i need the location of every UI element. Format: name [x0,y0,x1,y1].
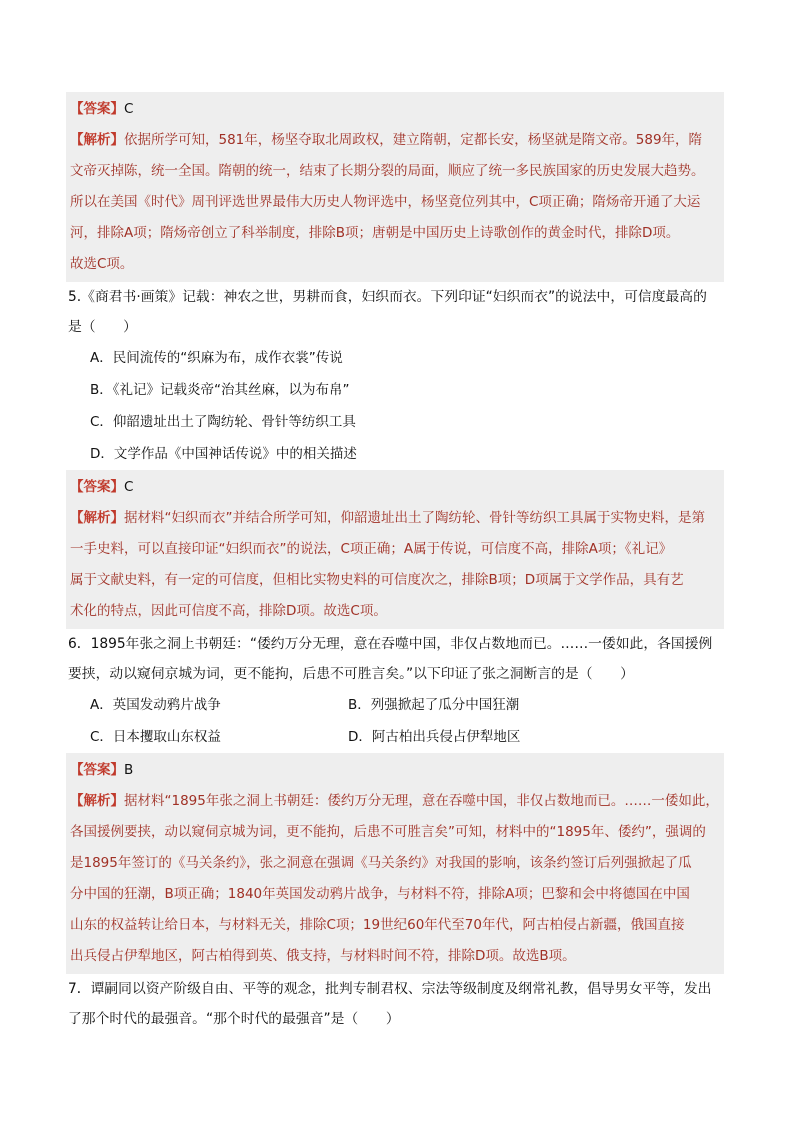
analysis-label: 【解析】 [70,793,124,809]
question-stem: 了那个时代的最强音。“那个时代的最强音”是（ ） [68,1011,400,1027]
analysis-text: 据材料“妇织而衣”并结合所学可知，仰韶遗址出土了陶纺轮、骨针等纺织工具属于实物史料，是第 [124,510,705,526]
analysis-text: 据材料“1895年张之洞上书朝廷：倭约万分无理，意在吞噬中国，非仅占数地而已。……一倭如此， [124,793,719,809]
option-row [66,689,724,721]
answer-block-q4 [66,92,724,282]
option-d: D．文学作品《中国神话传说》中的相关描述 [90,446,357,462]
analysis-text: 河，排除A项；隋炀帝创立了科举制度，排除B项；唐朝是中国历史上诗歌创作的黄金时代，排除D项。 [70,225,680,241]
answer-value: C [124,479,134,495]
answer-line [70,755,720,786]
document-content [66,92,724,1034]
analysis-line [70,125,720,156]
option-a: A．英国发动鸦片战争 [90,697,221,713]
answer-line [70,472,720,503]
answer-block-q5 [66,470,724,629]
question-5 [66,282,724,470]
answer-value: C [124,101,134,117]
answer-label: 【答案】 [70,101,124,117]
analysis-line [70,786,720,817]
analysis-text: 出兵侵占伊犁地区，阿古柏得到英、俄支持，与材料时间不符，排除D项。故选B项。 [70,948,576,964]
analysis-text: 故选C项。 [70,256,134,272]
answer-value: B [124,762,134,778]
question-stem: 6．1895年张之洞上书朝廷：“倭约万分无理，意在吞噬中国，非仅占数地而已。……一倭如此，各国援例 [68,636,713,652]
analysis-text: 一手史料，可以直接印证“妇织而衣”的说法，C项正确；A属于传说，可信度不高，排除A项；《礼记》 [70,541,673,557]
question-stem: 5.《商君书·画策》记载：神农之世，男耕而食，妇织而衣。下列印证“妇织而衣”的说法中，可信度最高的 [68,289,707,305]
answer-label: 【答案】 [70,762,124,778]
question-7 [66,974,724,1034]
answer-label: 【答案】 [70,479,124,495]
analysis-label: 【解析】 [70,510,124,526]
option-b: B．《礼记》记载炎帝“治其丝麻，以为布帛” [90,382,350,398]
analysis-text: 分中国的狂潮，B项正确；1840年英国发动鸦片战争，与材料不符，排除A项；巴黎和会中将德国在中国 [70,886,690,902]
analysis-text: 所以在美国《时代》周刊评选世界最伟大历史人物评选中，杨坚竟位列其中，C项正确；隋炀帝开通了大运 [70,194,701,210]
analysis-text: 是1895年签订的《马关条约》，张之洞意在强调《马关条约》对我国的影响，该条约签订后列强掀起了瓜 [70,855,692,871]
question-stem: 是（ ） [68,319,137,335]
analysis-text: 山东的权益转让给日本，与材料无关，排除C项；19世纪60年代至70年代，阿古柏侵占新疆，俄国直接 [70,917,685,933]
analysis-text: 文帝灭掉陈，统一全国。隋朝的统一，结束了长期分裂的局面，顺应了统一多民族国家的历史发展大趋势。 [70,163,705,179]
question-stem: 7．谭嗣同以资产阶级自由、平等的观念，批判专制君权、宗法等级制度及纲常礼教，倡导男女平等，发出 [68,981,712,997]
option-c: C．日本攫取山东权益 [90,729,221,745]
question-stem: 要挟，动以窥伺京城为词，更不能拘，后患不可胜言矣。”以下印证了张之洞断言的是（ ） [68,666,634,682]
analysis-text: 依据所学可知，581年，杨坚夺取北周政权，建立隋朝，定都长安，杨坚就是隋文帝。589年，隋 [124,132,703,148]
option-c: C．仰韶遗址出土了陶纺轮、骨针等纺织工具 [90,414,356,430]
option-row [66,721,724,753]
option-b: B．列强掀起了瓜分中国狂潮 [348,697,520,713]
option-d: D．阿古柏出兵侵占伊犁地区 [348,729,521,745]
analysis-line [70,503,720,534]
analysis-label: 【解析】 [70,132,124,148]
answer-line [70,94,720,125]
option-a: A．民间流传的“织麻为布，成作衣裳”传说 [90,350,343,366]
answer-block-q6 [66,753,724,974]
question-6 [66,629,724,753]
analysis-text: 术化的特点，因此可信度不高，排除D项。故选C项。 [70,603,387,619]
analysis-text: 各国援例要挟，动以窥伺京城为词，更不能拘，后患不可胜言矣”可知，材料中的“1895年、倭约”，强调的 [70,824,706,840]
analysis-text: 属于文献史料，有一定的可信度，但相比实物史料的可信度次之，排除B项；D项属于文学作品，具有艺 [70,572,684,588]
